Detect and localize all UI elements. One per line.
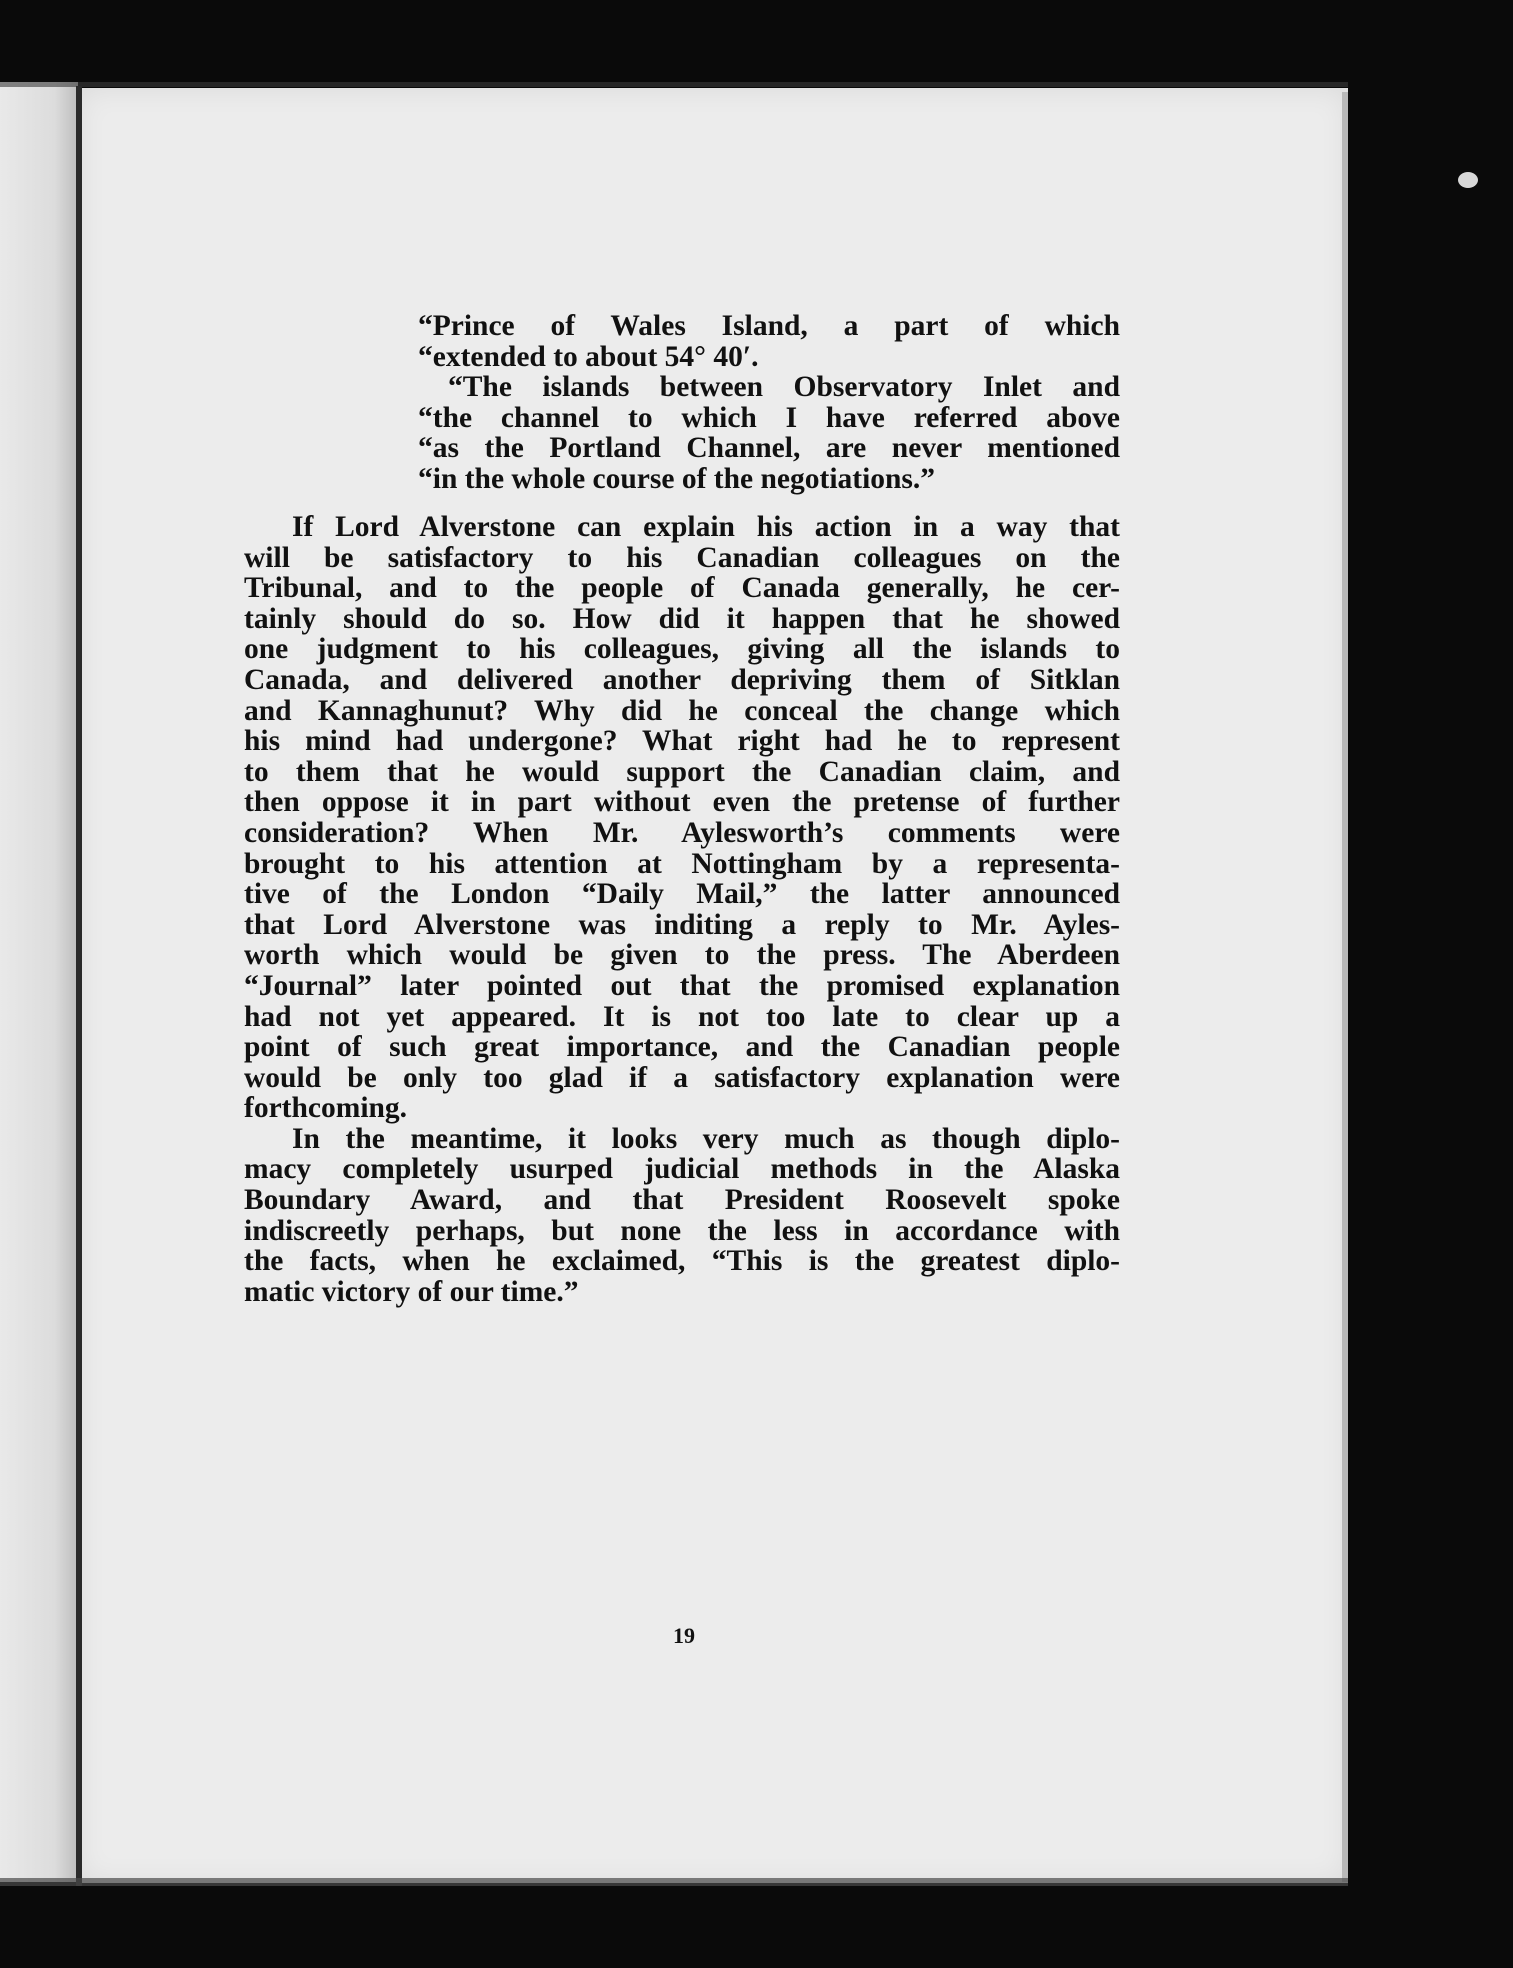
paragraph-line: tive of the London “Daily Mail,” the latter announced — [244, 878, 1120, 911]
paragraph-line: forthcoming. — [244, 1092, 408, 1125]
paragraph-line: point of such great importance, and the Canadian people — [244, 1031, 1120, 1064]
paragraph-line: tainly should do so. How did it happen that he showed — [244, 602, 1120, 635]
paragraph-line: the facts, when he exclaimed, “This is the greatest diplo- — [244, 1245, 1120, 1278]
paragraph-line: In the meantime, it looks very much as though diplo- — [292, 1122, 1120, 1155]
paragraph-line: his mind had undergone? What right had he to represent — [244, 725, 1120, 758]
paragraph-line: “Journal” later pointed out that the promised explanation — [244, 969, 1120, 1002]
paragraph-line: matic victory of our time.” — [244, 1275, 579, 1308]
block-quote — [418, 311, 1120, 495]
paragraph-line: and Kannaghunut? Why did he conceal the change which — [244, 694, 1120, 727]
paragraph-line: that Lord Alverstone was inditing a reply to Mr. Ayles- — [244, 908, 1120, 941]
quote-line: “as the Portland Channel, are never mentioned — [418, 432, 1120, 465]
paragraph-line: Boundary Award, and that President Roosevelt spoke — [244, 1184, 1120, 1217]
quote-line: “in the whole course of the negotiations.” — [418, 462, 936, 495]
page-gutter — [76, 86, 82, 1886]
page-top-edge — [0, 82, 1348, 87]
page-right-edge — [1342, 92, 1348, 1882]
paragraph-line: macy completely usurped judicial methods in the Alaska — [244, 1153, 1120, 1186]
quote-line: “The islands between Observatory Inlet and — [448, 371, 1120, 404]
quote-line: “the channel to which I have referred above — [418, 401, 1120, 434]
facing-page-edge — [0, 82, 78, 1882]
paragraph-line: brought to his attention at Nottingham by a representa- — [244, 847, 1120, 880]
paragraph-line: indiscreetly perhaps, but none the less in accordance with — [244, 1214, 1120, 1247]
paragraph-line: would be only too glad if a satisfactory explanation were — [244, 1061, 1120, 1094]
scan-speck — [1458, 172, 1478, 188]
paragraph-line: had not yet appeared. It is not too late to clear up a — [244, 1000, 1120, 1033]
paragraph-2 — [244, 1124, 1120, 1308]
paragraph-line: If Lord Alverstone can explain his action in a way that — [292, 511, 1120, 543]
paragraph-line: Tribunal, and to the people of Canada generally, he cer- — [244, 572, 1120, 605]
page-number: 19 — [673, 1623, 695, 1648]
paragraph-line: consideration? When Mr. Aylesworth’s comments were — [244, 816, 1120, 849]
paragraph-line: Canada, and delivered another depriving them of Sitklan — [244, 663, 1120, 696]
paragraph-line: one judgment to his colleagues, giving all the islands to — [244, 633, 1120, 666]
body-text — [244, 512, 1120, 1307]
quote-line: “extended to about 54° 40′. — [418, 340, 759, 373]
quote-line: “Prince of Wales Island, a part of which — [418, 310, 1120, 342]
paragraph-line: worth which would be given to the press. The Aberdeen — [244, 939, 1120, 972]
paragraph-line: will be satisfactory to his Canadian colleagues on the — [244, 541, 1120, 574]
page-bottom-edge — [0, 1878, 1348, 1886]
paragraph-line: to them that he would support the Canadian claim, and — [244, 755, 1120, 788]
paragraph-1 — [244, 512, 1120, 1124]
paragraph-line: then oppose it in part without even the pretense of further — [244, 786, 1120, 819]
